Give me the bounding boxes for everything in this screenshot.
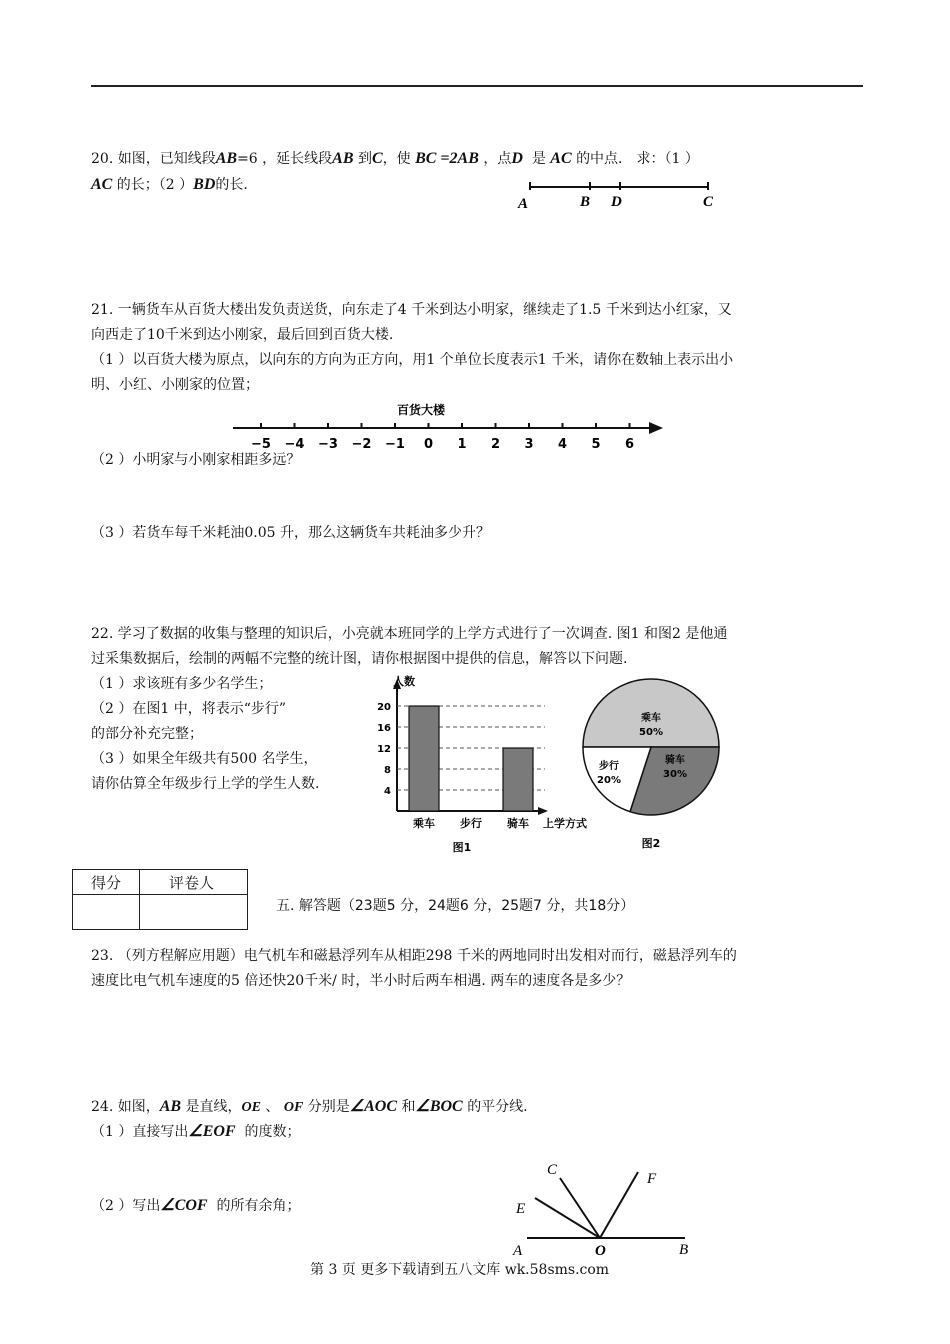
axis-tick-label: 5 bbox=[591, 437, 601, 452]
axis-tick-label: 6 bbox=[624, 437, 635, 452]
q20-bc-eq: BC =2AB bbox=[415, 150, 479, 167]
header-rule bbox=[91, 85, 863, 87]
q20-line2 bbox=[91, 172, 248, 198]
q20-ab: AB bbox=[215, 150, 238, 167]
label-f: F bbox=[647, 1171, 657, 1187]
q20-text-to: 到 bbox=[357, 151, 372, 167]
label-c: C bbox=[547, 1162, 558, 1178]
ray-oc bbox=[560, 1178, 600, 1238]
q24-text4: 的平分线. bbox=[467, 1099, 528, 1115]
axis-arrow bbox=[649, 422, 663, 434]
axis-title: 百货大楼 bbox=[397, 403, 446, 417]
ray-of bbox=[600, 1172, 638, 1238]
q20-c: C bbox=[371, 150, 383, 167]
q24-text3: 分别是 bbox=[307, 1099, 350, 1115]
q20-line2-bd: BD bbox=[193, 176, 216, 193]
q20-text-mid: 的中点． 求：（1 ） bbox=[576, 151, 699, 167]
axis-tick-label: 0 bbox=[423, 437, 434, 452]
slice-label: 骑车 bbox=[665, 755, 685, 766]
q24-s2-text: （2 ）写出 bbox=[91, 1198, 161, 1214]
label-a: A bbox=[513, 1243, 523, 1259]
score-table bbox=[72, 869, 248, 930]
q22-s3a: （3 ）如果全年级共有500 名学生， bbox=[91, 751, 318, 767]
q21-sub3: （3 ）若货车每千米耗油0.05 升，那么这辆货车共耗油多少升？ bbox=[91, 525, 490, 541]
q24-s2 bbox=[91, 1193, 301, 1219]
chart-title: 图2 bbox=[641, 837, 661, 850]
q20-text-eq6: =6 ，延长线段 bbox=[237, 151, 333, 167]
q22-s3b: 请你估算全年级步行上学的学生人数. bbox=[91, 776, 320, 792]
q21-line1: 21. 一辆货车从百货大楼出发负责送货，向东走了4 千米到达小明家，继续走了1.5 千米到达小红家，又 bbox=[91, 302, 732, 318]
y-tick-label: 12 bbox=[377, 744, 391, 755]
q24-aoc: ∠AOC bbox=[349, 1098, 398, 1115]
x-axis-label: 上学方式 bbox=[543, 817, 587, 830]
q24-eof: ∠EOF bbox=[188, 1123, 236, 1140]
bar-chart-fig1 bbox=[365, 673, 605, 855]
q24-cof: ∠COF bbox=[160, 1197, 208, 1214]
label-b: B bbox=[679, 1242, 689, 1258]
q20-line2-text2: 的长. bbox=[215, 177, 248, 193]
q23-line1: 23. （列方程解应用题）电气机车和磁悬浮列车从相距298 千米的两地同时出发相对而行，磁悬浮列车的 bbox=[91, 948, 737, 964]
q24-of: OF bbox=[283, 1100, 304, 1115]
number-line bbox=[225, 398, 670, 452]
q24-boc: ∠BOC bbox=[415, 1098, 463, 1115]
slice-pct: 30% bbox=[663, 769, 687, 780]
q24-line1 bbox=[91, 1094, 528, 1121]
grader-col-label: 评卷人 bbox=[169, 874, 215, 892]
label-e: E bbox=[516, 1201, 526, 1217]
q20-line1 bbox=[91, 146, 699, 172]
label-d: D bbox=[611, 194, 622, 210]
q22-line1: 22. 学习了数据的收集与整理的知识后，小亮就本班同学的上学方式进行了一次调查. 图1 和图2 是他通 bbox=[91, 626, 728, 642]
q24-s1-text2: 的度数； bbox=[244, 1124, 301, 1140]
q22-s1: （1 ）求该班有多少名学生； bbox=[91, 676, 273, 692]
page-footer: 第 3 页 更多下载请到五八文库 wk.58sms.com bbox=[310, 1262, 610, 1278]
bar bbox=[409, 706, 439, 811]
axis-tick-label: 4 bbox=[557, 437, 568, 452]
slice-label: 步行 bbox=[599, 761, 619, 772]
x-tick-label: 乘车 bbox=[413, 817, 435, 830]
y-tick-label: 16 bbox=[377, 723, 391, 734]
q20-text-shi: ，使 bbox=[382, 151, 411, 167]
q20-line2-ac: AC bbox=[91, 176, 113, 193]
q24-text: 24. 如图， bbox=[91, 1099, 160, 1115]
q24-oe: OE bbox=[241, 1100, 261, 1115]
q21-sub1-line1: （1 ）以百货大楼为原点，以向东的方向为正方向，用1 个单位长度表示1 千米，请你在数轴上表示出小 bbox=[91, 352, 734, 368]
slice-pct: 50% bbox=[639, 727, 663, 738]
axis-tick-label: 1 bbox=[457, 437, 467, 452]
q20-d: D bbox=[511, 150, 523, 167]
q24-s2-text2: 的所有余角； bbox=[216, 1198, 301, 1214]
slice-label: 乘车 bbox=[641, 713, 661, 724]
q22-line2: 过采集数据后，绘制的两幅不完整的统计图，请你根据图中提供的信息，解答以下问题. bbox=[91, 651, 628, 667]
score-table-divider bbox=[139, 870, 140, 929]
y-axis-label: 人数 bbox=[393, 675, 415, 688]
pie-chart-body bbox=[583, 679, 719, 850]
axis-tick-label: −3 bbox=[318, 437, 338, 452]
bar-chart-body bbox=[377, 674, 587, 854]
ray-oe bbox=[535, 1198, 600, 1238]
label-c: C bbox=[703, 194, 714, 210]
axis-tick-label: 2 bbox=[490, 437, 501, 452]
q24-s1-text: （1 ）直接写出 bbox=[91, 1124, 189, 1140]
q21-sub2: （2 ）小明家与小刚家相距多远？ bbox=[91, 452, 301, 468]
axis-tick-label: 3 bbox=[524, 437, 534, 452]
score-col-label: 得分 bbox=[91, 874, 122, 892]
label-a: A bbox=[518, 196, 529, 212]
pie-chart-fig2 bbox=[578, 673, 724, 855]
label-b: B bbox=[580, 194, 591, 210]
q20-text-shi2: 是 bbox=[531, 151, 546, 167]
q20-ab2: AB bbox=[332, 150, 354, 167]
q24-s1 bbox=[91, 1119, 301, 1145]
bar bbox=[503, 748, 533, 811]
q20-segment-figure bbox=[510, 178, 725, 212]
q21-sub1-line2: 明、小红、小刚家的位置； bbox=[91, 377, 259, 393]
axis-tick-label: −1 bbox=[385, 437, 405, 452]
q21-line2: 向西走了10千米到达小刚家，最后回到百货大楼. bbox=[91, 327, 394, 343]
x-tick-label: 步行 bbox=[460, 817, 482, 830]
q20-text-dian: ，点 bbox=[483, 151, 512, 167]
q24-ab: AB bbox=[159, 1098, 182, 1115]
slice-pct: 20% bbox=[597, 775, 621, 786]
q22-s2b: 的部分补充完整； bbox=[91, 726, 203, 742]
x-tick-label: 骑车 bbox=[507, 817, 529, 830]
q24-he: 和 bbox=[401, 1099, 416, 1115]
y-tick-label: 8 bbox=[384, 765, 391, 776]
axis-tick-label: −5 bbox=[251, 437, 271, 452]
q23-line2: 速度比电气机车速度的5 倍还快20千米/ 时，半小时后两车相遇. 两车的速度各是多少？ bbox=[91, 973, 631, 989]
axis-tick-label: −4 bbox=[284, 437, 305, 452]
label-o: O bbox=[595, 1243, 606, 1259]
y-tick-label: 20 bbox=[377, 702, 391, 713]
chart-title: 图1 bbox=[452, 841, 472, 854]
x-axis-arrow bbox=[538, 807, 548, 815]
angle-figure bbox=[505, 1158, 705, 1260]
q20-ac: AC bbox=[550, 150, 572, 167]
section-5-heading: 五. 解答题（23题5 分，24题6 分，25题7 分，共18分） bbox=[276, 898, 635, 914]
q20-line2-text: 的长；（2 ） bbox=[116, 177, 194, 193]
axis-tick-label: −2 bbox=[351, 437, 372, 452]
q20-text: 20. 如图，已知线段 bbox=[91, 151, 216, 167]
q24-text2: 是直线， bbox=[185, 1099, 242, 1115]
q22-s2a: （2 ）在图1 中，将表示“步行” bbox=[91, 701, 287, 717]
q24-sep: 、 bbox=[265, 1099, 280, 1115]
y-tick-label: 4 bbox=[384, 786, 391, 797]
